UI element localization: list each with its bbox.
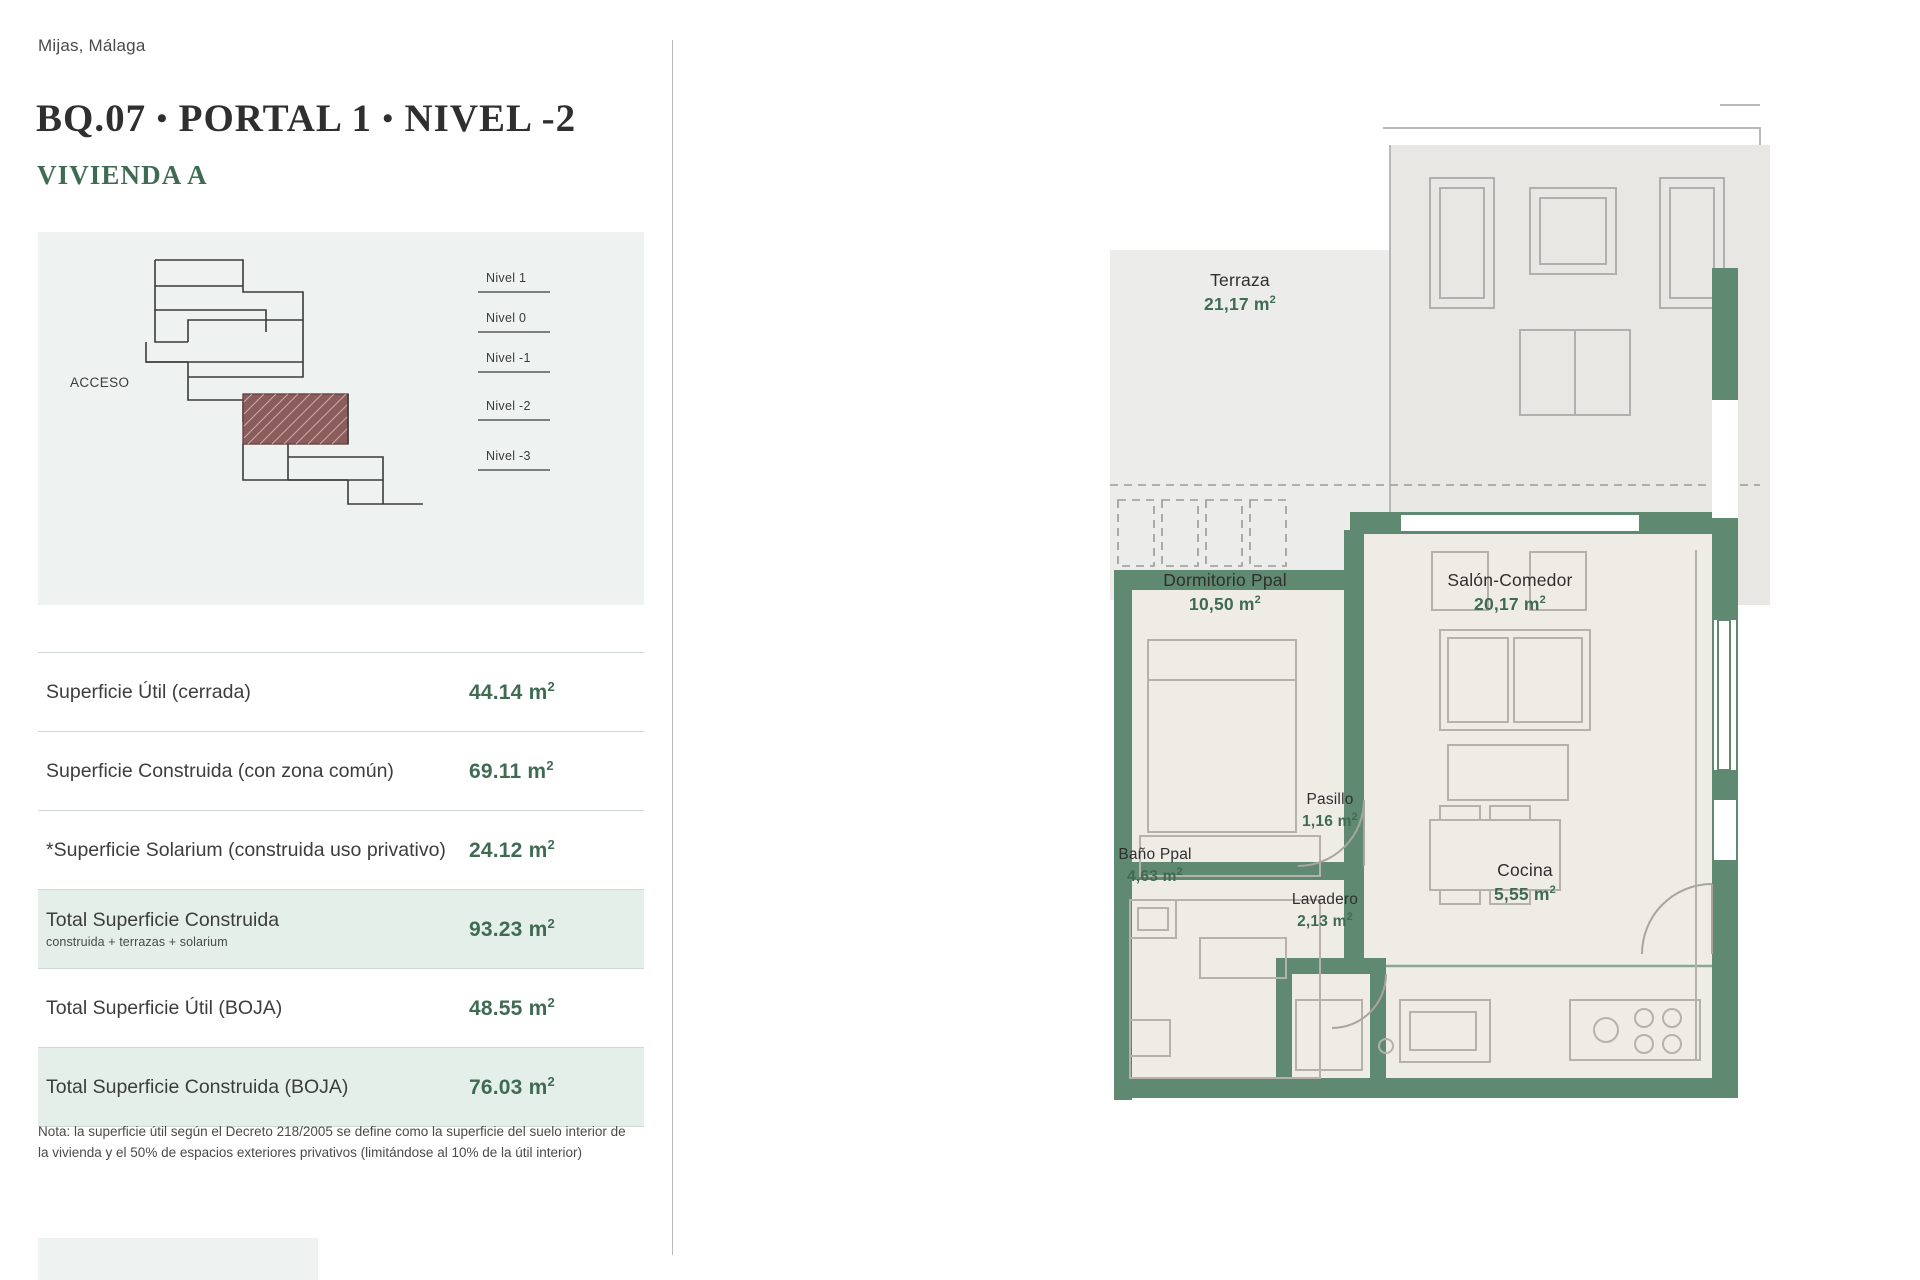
surface-value: [469, 1074, 644, 1100]
room-label-cocina: [1400, 860, 1650, 906]
surface-label: Superficie Construida (con zona común): [46, 759, 394, 782]
surface-sublabel: construida + terrazas + solarium: [46, 934, 228, 949]
table-row: [38, 731, 644, 810]
level-label-nivel-minus-3: Nivel -3: [486, 449, 531, 463]
unit-superscript: 2: [1254, 594, 1261, 607]
room-area-text: 10,50 m: [1189, 593, 1255, 614]
room-name: Lavadero: [1291, 891, 1359, 908]
room-area-text: 4,63 m: [1127, 868, 1177, 886]
surface-value-text: 69.11 m: [469, 760, 547, 783]
level-label-nivel-0: Nivel 0: [486, 311, 527, 325]
level-label-nivel-minus-1: Nivel -1: [486, 351, 531, 365]
surface-label: Total Superficie Útil (BOJA): [46, 996, 283, 1019]
room-label-pasillo: [1230, 790, 1430, 832]
room-area-text: 20,17 m: [1474, 593, 1540, 614]
title-part-portal: PORTAL 1: [178, 97, 372, 140]
room-label-salon-comedor: [1340, 570, 1680, 616]
floorplan: [1100, 100, 1900, 1260]
surface-value: [469, 679, 644, 705]
room-area: [1220, 911, 1430, 932]
surface-value: [469, 837, 644, 863]
table-row-total-construida: [38, 889, 644, 968]
surface-value: [469, 995, 644, 1021]
room-area: [1040, 866, 1270, 887]
surface-label: *Superficie Solarium (construida uso privativo): [46, 838, 446, 861]
table-row: [38, 810, 644, 889]
unit-superscript: 2: [547, 1074, 555, 1089]
unit-superscript: 2: [1346, 911, 1353, 924]
surface-value: [469, 758, 644, 784]
location-text: Mijas, Málaga: [38, 36, 146, 55]
room-name: Terraza: [1210, 270, 1270, 290]
level-diagram-svg: [38, 232, 644, 605]
room-name: Pasillo: [1306, 791, 1354, 808]
room-label-bano-ppal: [1040, 845, 1270, 887]
room-name: Salón-Comedor: [1447, 570, 1573, 590]
footnote: Nota: la superficie útil según el Decreto 218/2005 se define como la superficie del suelo interior de la vivienda y el 50% de espacios exteriores privativos (limitándose al 10% de la útil interior): [38, 1124, 626, 1160]
title-separator-1: •: [148, 102, 177, 135]
table-row: [38, 968, 644, 1047]
unit-superscript: 2: [546, 758, 554, 773]
title-separator-2: •: [373, 102, 403, 135]
panel-divider: [672, 40, 673, 1255]
room-label-lavadero: [1220, 890, 1430, 932]
info-panel: [0, 0, 680, 1280]
surface-label: Total Superficie Construida (BOJA): [46, 1075, 349, 1098]
room-area: [1230, 811, 1430, 832]
page-subtitle: VIVIENDA A: [37, 160, 208, 190]
unit-superscript: 2: [547, 837, 555, 852]
unit-superscript: 2: [1539, 594, 1546, 607]
table-row-total-boja: [38, 1047, 644, 1127]
surface-label-text: Total Superficie Construida: [46, 909, 280, 932]
unit-superscript: 2: [1351, 811, 1358, 824]
table-row: [38, 652, 644, 731]
surface-value-text: 24.12 m: [469, 839, 548, 862]
unit-superscript: 2: [1269, 294, 1276, 307]
room-area-text: 1,16 m: [1302, 813, 1352, 831]
unit-superscript: 2: [547, 679, 555, 694]
level-label-nivel-1: Nivel 1: [486, 271, 527, 285]
room-area-text: 2,13 m: [1297, 913, 1347, 931]
surface-value-text: 76.03 m: [469, 1076, 548, 1099]
surface-table: [38, 652, 644, 1127]
room-name: Baño Ppal: [1118, 846, 1192, 863]
surface-value-text: 93.23 m: [469, 918, 548, 941]
surface-value-text: 44.14 m: [469, 681, 548, 704]
room-area-text: 21,17 m: [1204, 293, 1270, 314]
unit-superscript: 2: [1176, 866, 1183, 879]
room-area: [1090, 294, 1390, 316]
surface-value-text: 48.55 m: [469, 997, 548, 1020]
page-title: [36, 96, 576, 141]
room-area-text: 5,55 m: [1493, 883, 1550, 904]
unit-superscript: 2: [547, 995, 555, 1010]
surface-label: [38, 909, 469, 949]
level-label-nivel-minus-2: Nivel -2: [486, 399, 531, 413]
room-name: Cocina: [1497, 860, 1553, 880]
room-name: Dormitorio Ppal: [1163, 570, 1287, 590]
title-part-level: NIVEL -2: [404, 97, 577, 140]
unit-superscript: 2: [547, 916, 555, 931]
unit-superscript: 2: [1549, 884, 1556, 897]
acceso-label: ACCESO: [70, 375, 130, 390]
room-area: [1340, 594, 1680, 616]
room-area: [1400, 884, 1650, 906]
room-label-terraza: [1090, 270, 1390, 316]
surface-value: [469, 916, 644, 942]
footer-block: [38, 1238, 318, 1280]
surface-label: Superficie Útil (cerrada): [46, 680, 251, 703]
level-diagram: [38, 232, 644, 605]
title-part-block: BQ.07: [36, 97, 147, 140]
